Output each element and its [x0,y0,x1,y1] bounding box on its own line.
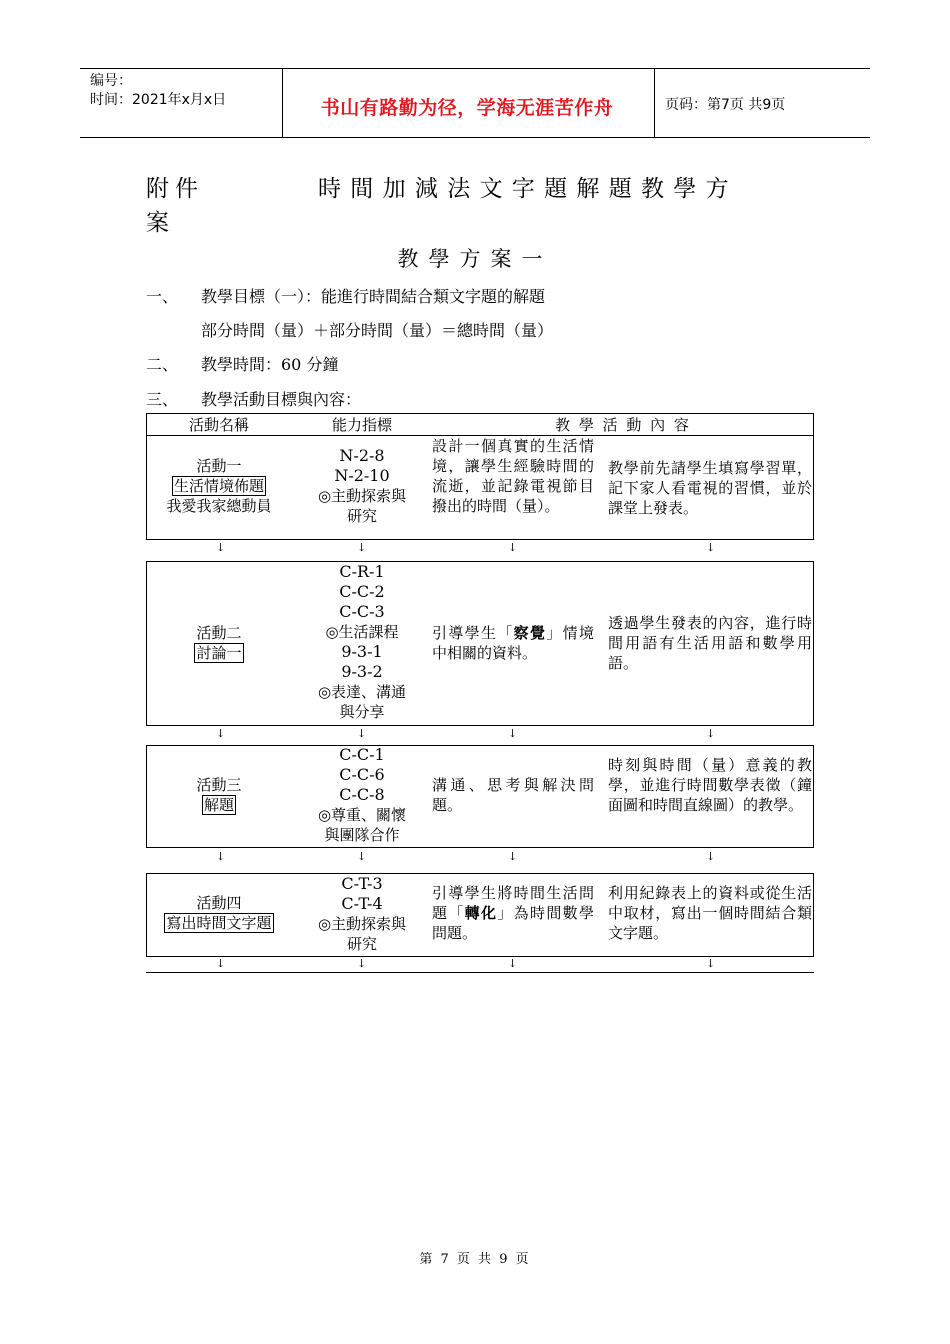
indicator: ◎主動探索與 [317,487,407,505]
indicator-list [292,745,432,845]
indicator-list [292,874,432,954]
activity-subtitle: 解題 [203,796,234,814]
indicator: C-T-4 [341,894,383,913]
flow-arrow: ↓ [357,850,367,863]
indicator-list [292,446,432,526]
content-emphasis: 察覺 [513,624,547,642]
indicator-list [292,562,432,722]
content-emphasis: 轉化 [464,904,498,922]
table-row [146,873,814,957]
indicator: 研究 [346,507,377,525]
activity-theme: 我愛我家總動員 [166,497,272,515]
table-header [146,415,814,435]
title-wrap: 案 [146,210,169,236]
indicator: 與團隊合作 [324,826,400,844]
content-text: 引導學生將時間生活問題「 [432,884,594,922]
section-text: 教學目標（一）：能進行時間結合類文字題的解題 [201,287,546,306]
activity-name [146,456,292,516]
code-label: 编号： [90,73,132,89]
activity-name [146,623,292,663]
content-activity: 透過學生發表的內容，進行時間用語有生活用語和數學用語。 [608,614,812,672]
content-text: 」為時間數學問題。 [432,904,594,942]
header-page-label: 页码：第7页 共9页 [665,97,786,113]
flow-arrow: ↓ [216,957,226,970]
indicator: C-C-3 [339,602,385,621]
indicator: 與分享 [339,703,385,721]
section-text: 部分時間（量）＋部分時間（量）＝總時間（量） [201,321,554,340]
section-number: 三、 [146,390,179,409]
flow-arrow: ↓ [508,850,518,863]
flow-arrow: ↓ [706,541,716,554]
indicator: 研究 [346,935,377,953]
table-bottom-rule [146,972,814,973]
flow-arrow: ↓ [706,727,716,740]
section-number: 二、 [146,355,179,374]
flow-arrow: ↓ [508,957,518,970]
flow-arrow: ↓ [216,850,226,863]
column-header: 活動名稱 [188,416,249,434]
indicator: N-2-10 [334,466,390,485]
page-header [80,68,870,138]
content-activity: 教學前先請學生填寫學習單，記下家人看電視的習慣，並於課堂上發表。 [608,459,812,517]
content-description: 溝通、思考與解決問題。 [432,776,594,814]
content-activity: 利用紀錄表上的資料或從生活中取材，寫出一個時間結合類文字題。 [608,884,812,942]
section-text: 教學時間：60 分鐘 [201,355,339,374]
indicator: ◎生活課程 [325,623,399,641]
activity-subtitle: 生活情境佈題 [173,477,264,495]
indicator: C-T-3 [341,874,383,893]
indicator: C-C-8 [339,785,385,804]
activity-title: 活動一 [196,457,242,475]
flow-arrow: ↓ [508,541,518,554]
activity-title: 活動二 [196,624,242,642]
activity-subtitle: 討論一 [196,644,242,662]
table-row [146,561,814,726]
activity-name [146,775,292,815]
header-motto: 书山有路勤为径，学海无涯苦作舟 [320,97,614,119]
content-activity: 時刻與時間（量）意義的教學，並進行時間數學表徵（鐘面圖和時間直線圖）的教學。 [608,756,812,814]
flow-arrow: ↓ [706,850,716,863]
content-text: 」情境中相關的資料。 [432,624,594,662]
content-description [432,883,594,943]
indicator: C-C-1 [339,745,385,764]
header-meta [90,72,226,110]
title-text: 時間加減法文字題解題教學方 [318,176,738,202]
activity-title: 活動四 [196,894,242,912]
content-description: 設計一個真實的生活情境，讓學生經驗時間的流逝，並記錄電視節目撥出的時間（量）。 [432,437,594,515]
table-row [146,436,814,540]
activity-name [146,893,292,933]
indicator: C-C-6 [339,765,385,784]
section-number: 一、 [146,287,179,306]
indicator: N-2-8 [339,446,385,465]
flow-arrow: ↓ [357,727,367,740]
flow-arrow: ↓ [216,541,226,554]
column-header: 能力指標 [331,416,392,434]
document-title [146,172,806,240]
flow-arrow: ↓ [357,541,367,554]
flow-arrow: ↓ [508,727,518,740]
indicator: 9-3-1 [341,642,383,661]
indicator: ◎表達、溝通 [317,683,407,701]
indicator: 9-3-2 [341,662,383,681]
activity-title: 活動三 [196,776,242,794]
header-divider [654,69,655,137]
indicator: C-C-2 [339,582,385,601]
title-prefix: 附件 [146,176,204,202]
content-description [432,623,594,663]
indicator: ◎尊重、關懷 [317,806,407,824]
indicator: C-R-1 [339,562,385,581]
section-text: 教學活動目標與內容： [201,390,362,409]
column-header: 教 學 活 動 內 容 [555,416,691,434]
indicator: ◎主動探索與 [317,915,407,933]
flow-arrow: ↓ [706,957,716,970]
activity-subtitle: 寫出時間文字題 [166,914,272,932]
table-row [146,745,814,848]
content-text: 引導學生「 [432,624,514,642]
flow-arrow: ↓ [357,957,367,970]
date-label: 时间：2021年x月x日 [90,92,227,108]
plan-title: 教學方案一 [397,247,553,271]
page-footer: 第 7 页 共 9 页 [419,1252,531,1267]
flow-arrow: ↓ [216,727,226,740]
